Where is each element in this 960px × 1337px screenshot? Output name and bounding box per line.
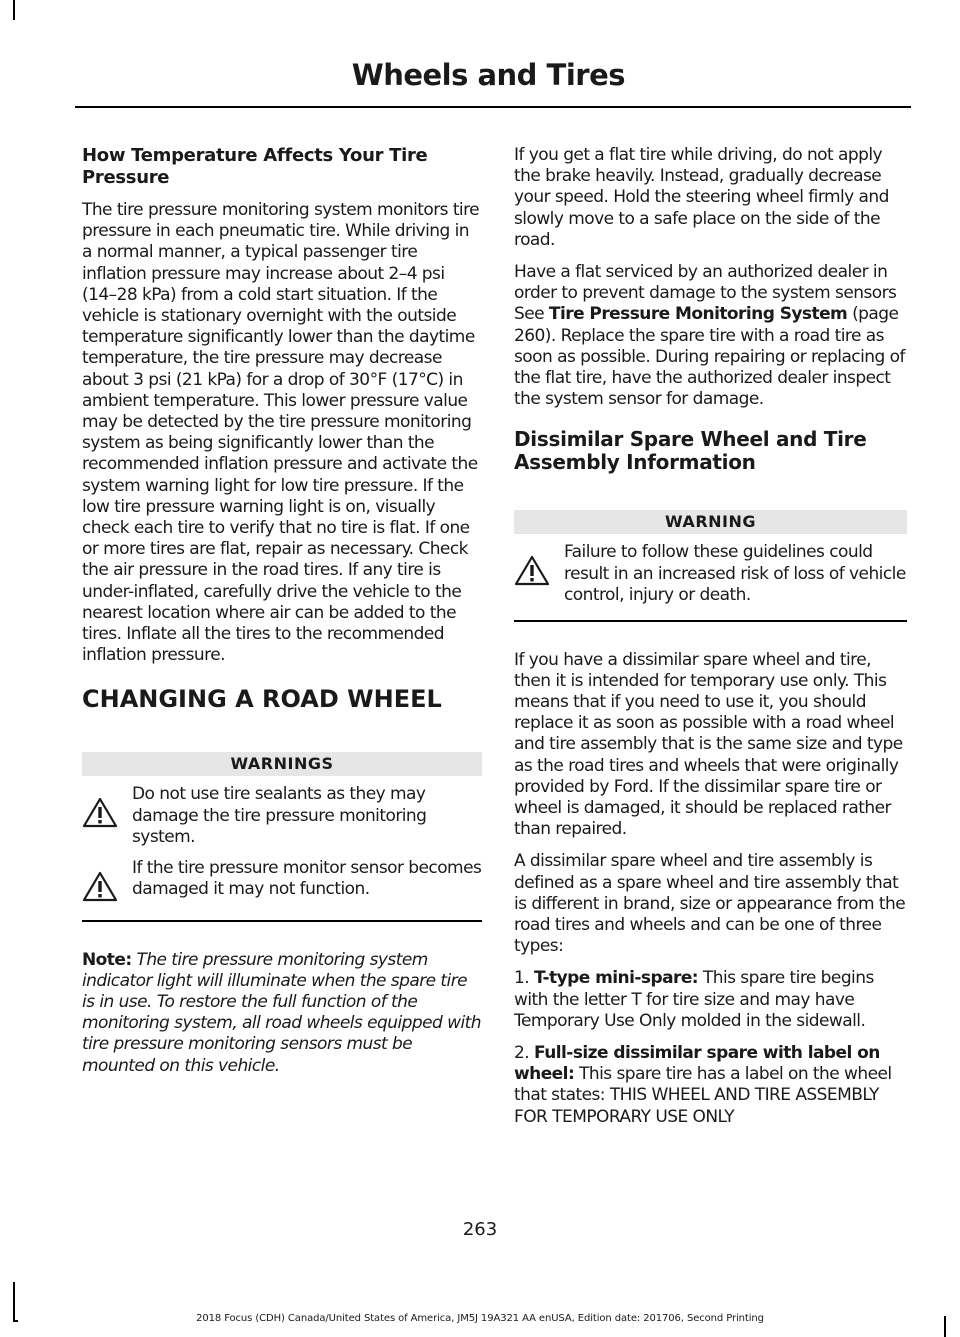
page-title: Wheels and Tires	[351, 58, 625, 92]
warning-triangle-icon	[82, 858, 132, 906]
service-text-end: . Replace the spare tire with a road tire as soon as possible. During repairing or replacing of the flat tire, have the authorized dealer inspect the system sensor for damage.	[514, 325, 905, 410]
note-label: Note:	[82, 949, 132, 970]
service-text: Have a flat serviced by an authorized dealer in order to prevent damage to the system sensors See	[514, 262, 897, 325]
warnings-heading: WARNINGS	[82, 752, 482, 776]
page-number: 263	[462, 1219, 498, 1240]
dissimilar-paragraph-1: If you have a dissimilar spare wheel and tire, then it is intended for temporary use only. This means that if you need to use it, you should replace it as soon as possible with a road wheel and tire assembly that is the same size and type as the road tires and wheels that were originally provided by Ford. If the dissimilar spare tire or wheel is damaged, it should be replaced rather than repaired.	[514, 649, 903, 840]
warnings-divider	[82, 920, 482, 922]
list-text: This spare tire begins with the letter T for tire size and may have Temporary Use Only molded in the sidewall.	[514, 968, 874, 1031]
temperature-paragraph: The tire pressure monitoring system monitors tire pressure in each pneumatic tire. While driving in a normal manner, a typical passenger tire inflation pressure may increase about 2–4 psi (14–28 kPa) from a cold start situation. If the vehicle is stationary overnight with the outside temperature significantly lower than the daytime temperature, the tire pressure may decrease about 3 psi (21 kPa) for a drop of 30°F (17°C) in ambient temperature. This lower pressure value may be detected by the tire pressure monitoring system as being significantly lower than the recommended inflation pressure and activate the system warning light for low tire pressure. If the low tire pressure warning light is on, visually check each tire to verify that no tire is flat. If one or more tires are flat, repair as necessary. Check the air pressure in the road tires. If any tire is under-inflated, carefully drive the vehicle to the nearest location where air can be added to the tires. Inflate all the tires to the recommended inflation pressure.	[82, 200, 480, 666]
crop-mark-top-left	[13, 0, 15, 20]
warning-heading: WARNING	[514, 510, 907, 534]
left-column	[82, 145, 482, 1088]
flat-tire-paragraph: If you get a flat tire while driving, do not apply the brake heavily. Instead, gradually decrease your speed. Hold the steering wheel firmly and slowly move to a safe place on the side of the road.	[514, 145, 889, 250]
list-label: T-type mini-spare:	[533, 968, 699, 989]
warning-item	[514, 542, 907, 606]
warning-item	[82, 858, 482, 906]
service-paragraph	[514, 262, 907, 410]
warning-item	[82, 784, 482, 848]
list-text: This spare tire has a label on the wheel that states: THIS WHEEL AND TIRE ASSEMBLY FOR TEMPORARY USE ONLY	[514, 1064, 892, 1127]
list-item	[514, 968, 907, 1032]
header-divider	[75, 106, 911, 108]
page-reference: (page 260)	[514, 304, 899, 346]
note-paragraph	[82, 950, 482, 1077]
dissimilar-heading: Dissimilar Spare Wheel and Tire Assembly Information	[514, 427, 867, 475]
warning-triangle-icon	[514, 542, 564, 590]
warning-divider	[514, 620, 907, 622]
tpms-link[interactable]: Tire Pressure Monitoring System	[548, 304, 848, 325]
note-body: The tire pressure monitoring system indicator light will illuminate when the spare tire is in use. To restore the full function of the monitoring system, all road wheels equipped with tire pressure monitoring sensors must be mounted on this vehicle.	[82, 949, 481, 1076]
warning-text: Failure to follow these guidelines could result in an increased risk of loss of vehicle control, injury or death.	[564, 542, 906, 605]
list-number: 2.	[514, 1043, 534, 1063]
changing-road-wheel-heading: CHANGING A ROAD WHEEL	[82, 685, 442, 714]
warning-text: Do not use tire sealants as they may damage the tire pressure monitoring system.	[132, 784, 427, 847]
warning-triangle-icon	[82, 784, 132, 832]
list-item	[514, 1043, 907, 1128]
list-label: Full-size dissimilar spare with label on wheel:	[514, 1043, 880, 1085]
right-column	[514, 145, 907, 1139]
footer-text: 2018 Focus (CDH) Canada/United States of America, JM5J 19A321 AA enUSA, Edition date: 201706, Second Printing	[196, 1313, 764, 1324]
temperature-heading: How Temperature Affects Your Tire Pressure	[82, 145, 428, 188]
list-number: 1.	[514, 968, 534, 989]
warning-text: If the tire pressure monitor sensor becomes damaged it may not function.	[132, 858, 482, 900]
dissimilar-paragraph-2: A dissimilar spare wheel and tire assembly is defined as a spare wheel and tire assembly that is different in brand, size or appearance from the road tires and wheels and can be one of three types:	[514, 851, 906, 957]
